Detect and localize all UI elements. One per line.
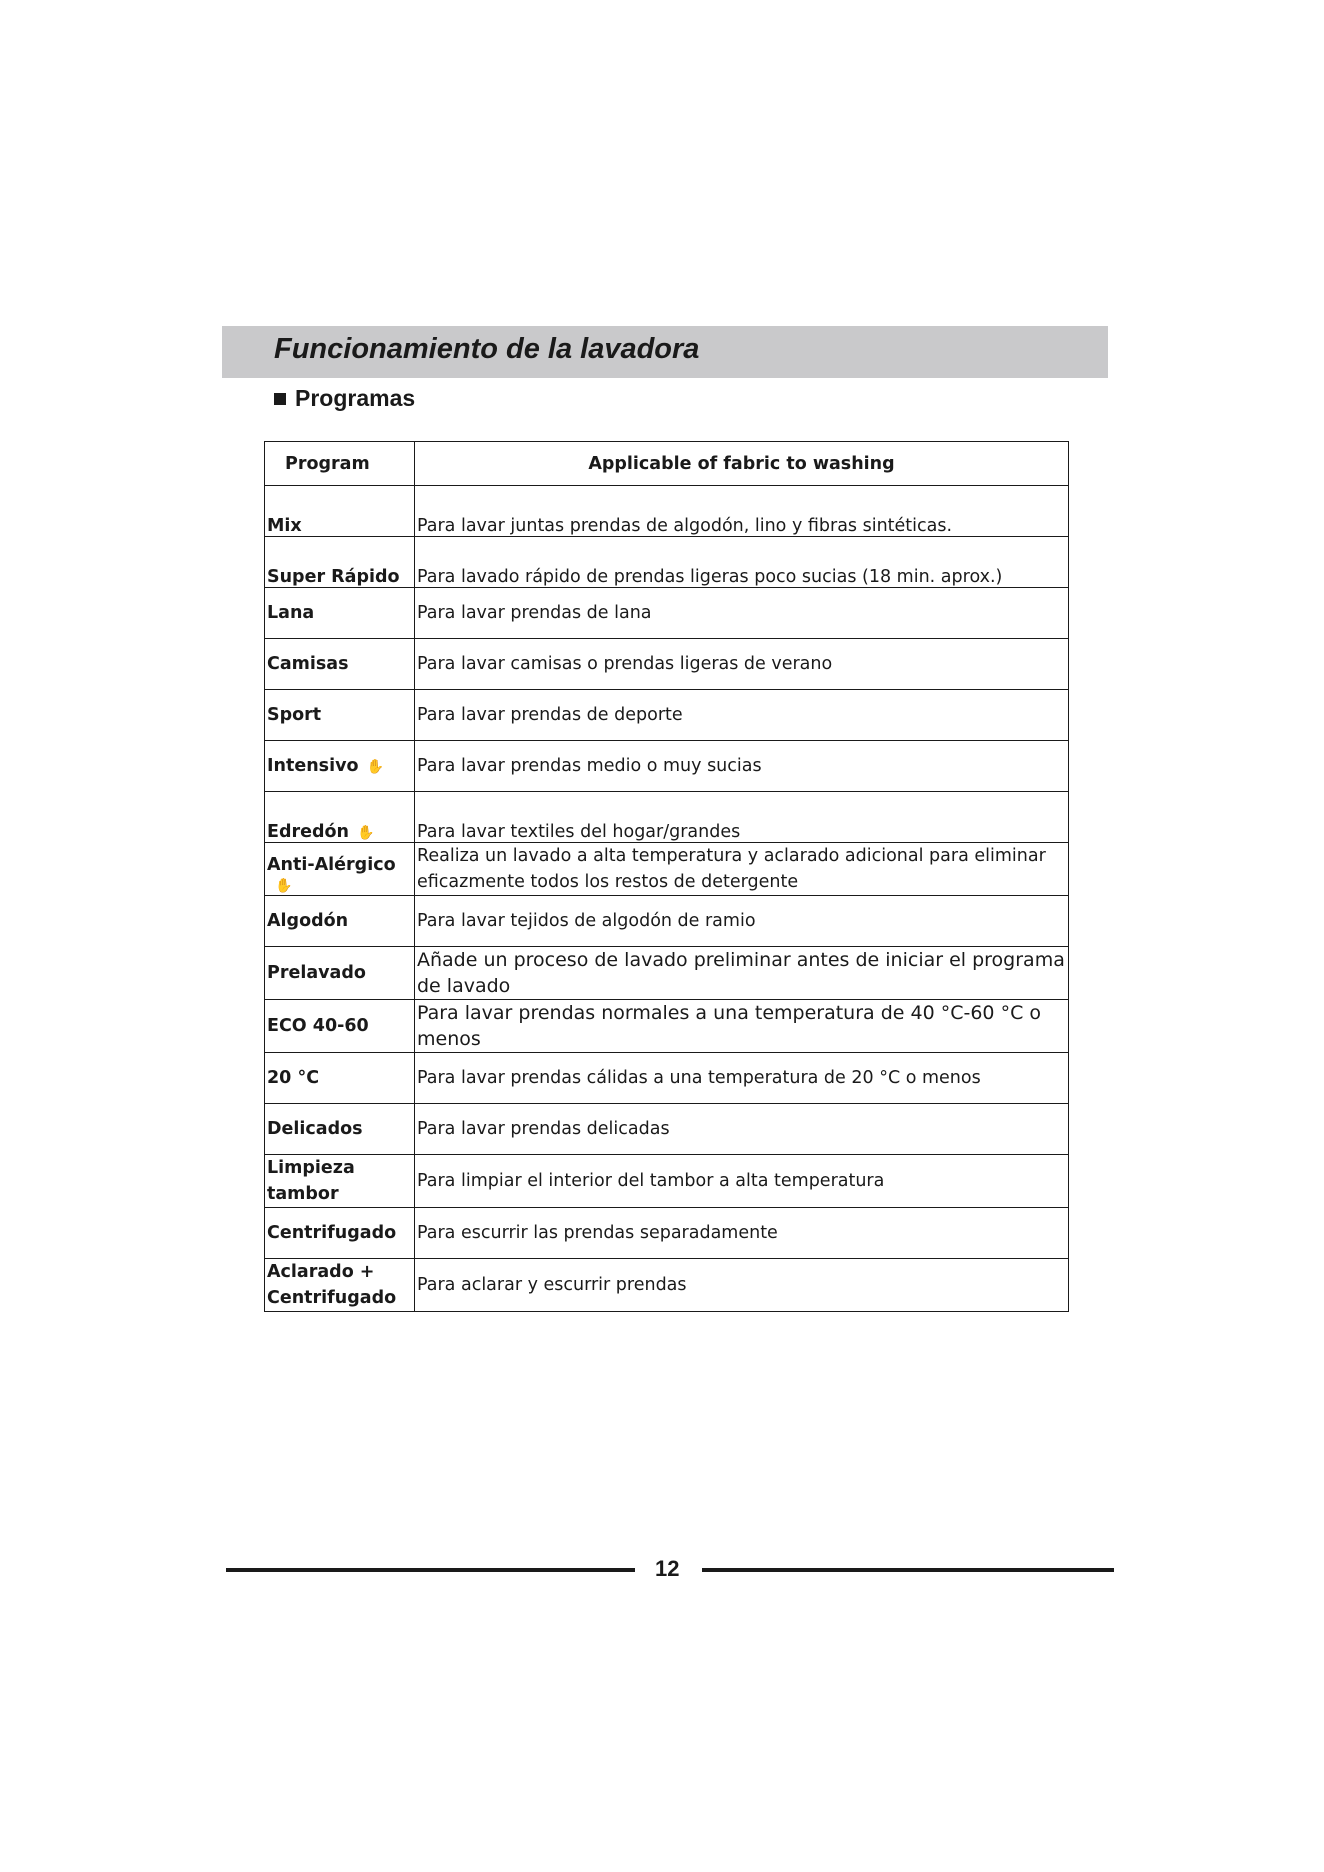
program-cell: Mix xyxy=(265,486,415,537)
program-cell xyxy=(265,1259,415,1312)
program-label: Aclarado + Centrifugado xyxy=(267,1262,397,1308)
program-cell xyxy=(265,843,415,896)
program-cell: Super Rápido xyxy=(265,537,415,588)
program-label: Limpieza tambor xyxy=(267,1158,355,1204)
page-title: Funcionamiento de la lavadora xyxy=(274,333,700,365)
page-number: 12 xyxy=(655,1556,680,1581)
description-cell: Para lavar juntas prendas de algodón, lino y fibras sintéticas. xyxy=(415,486,1069,537)
program-cell xyxy=(265,1155,415,1208)
description-text: Para lavar prendas normales a una temperatura de 40 °C-60 °C o menos xyxy=(417,1002,1041,1050)
program-cell xyxy=(265,792,415,843)
program-cell: 20 °C xyxy=(265,1053,415,1104)
program-cell: Centrifugado xyxy=(265,1208,415,1259)
description-cell: Para lavar camisas o prendas ligeras de verano xyxy=(415,639,1069,690)
description-cell xyxy=(415,1000,1069,1053)
table-row xyxy=(265,690,1069,741)
table-row xyxy=(265,486,1069,537)
table-row xyxy=(265,537,1069,588)
table-row xyxy=(265,1104,1069,1155)
program-cell: Sport xyxy=(265,690,415,741)
table-row xyxy=(265,792,1069,843)
description-cell: Para lavar prendas de lana xyxy=(415,588,1069,639)
table-row xyxy=(265,1053,1069,1104)
section-heading-label: Programas xyxy=(295,385,416,411)
table-header-row xyxy=(265,442,1069,486)
description-cell xyxy=(415,947,1069,1000)
description-cell: Para lavar prendas delicadas xyxy=(415,1104,1069,1155)
program-cell: Lana xyxy=(265,588,415,639)
program-cell: Prelavado xyxy=(265,947,415,1000)
bullet-square-icon xyxy=(274,393,286,405)
footer-rule-right xyxy=(702,1568,1114,1572)
program-cell: ECO 40-60 xyxy=(265,1000,415,1053)
table-row xyxy=(265,947,1069,1000)
program-cell: Delicados xyxy=(265,1104,415,1155)
column-header-description: Applicable of fabric to washing xyxy=(415,442,1069,486)
hand-wash-icon: ✋ xyxy=(275,878,293,894)
footer-rule-left xyxy=(226,1568,635,1572)
table-row xyxy=(265,843,1069,896)
table-row xyxy=(265,1000,1069,1053)
section-heading xyxy=(274,385,415,412)
description-text: Añade un proceso de lavado preliminar antes de iniciar el programa de lavado xyxy=(417,949,1065,997)
table-row xyxy=(265,1208,1069,1259)
program-cell xyxy=(265,741,415,792)
program-label: Intensivo xyxy=(267,756,359,776)
description-cell: Para lavar textiles del hogar/grandes xyxy=(415,792,1069,843)
description-cell: Para aclarar y escurrir prendas xyxy=(415,1259,1069,1312)
table-row xyxy=(265,1259,1069,1312)
hand-wash-icon: ✋ xyxy=(366,759,384,775)
description-text: Realiza un lavado a alta temperatura y aclarado adicional para eliminar eficazmente todos los restos de detergente xyxy=(417,846,1046,892)
table-row xyxy=(265,896,1069,947)
program-cell: Camisas xyxy=(265,639,415,690)
program-label: Anti-Alérgico xyxy=(267,855,396,875)
program-label: Edredón xyxy=(267,822,349,842)
description-cell: Para lavar prendas de deporte xyxy=(415,690,1069,741)
description-cell xyxy=(415,843,1069,896)
description-cell: Para lavar prendas cálidas a una temperatura de 20 °C o menos xyxy=(415,1053,1069,1104)
description-cell: Para escurrir las prendas separadamente xyxy=(415,1208,1069,1259)
programs-table xyxy=(264,441,1069,1312)
description-cell: Para limpiar el interior del tambor a alta temperatura xyxy=(415,1155,1069,1208)
description-cell: Para lavar prendas medio o muy sucias xyxy=(415,741,1069,792)
table-row xyxy=(265,741,1069,792)
table-row xyxy=(265,1155,1069,1208)
table-row xyxy=(265,639,1069,690)
description-cell: Para lavado rápido de prendas ligeras poco sucias (18 min. aprox.) xyxy=(415,537,1069,588)
table-row xyxy=(265,588,1069,639)
column-header-program: Program xyxy=(265,442,415,486)
program-cell: Algodón xyxy=(265,896,415,947)
description-cell: Para lavar tejidos de algodón de ramio xyxy=(415,896,1069,947)
hand-wash-icon: ✋ xyxy=(357,825,375,841)
